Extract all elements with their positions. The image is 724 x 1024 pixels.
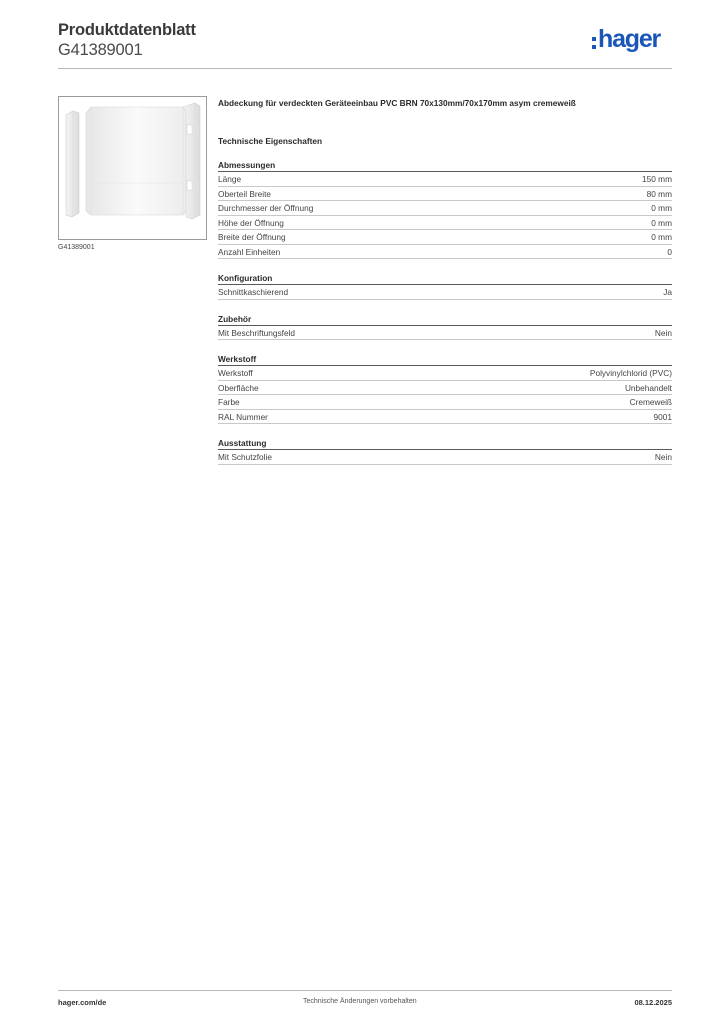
section-title: Zubehör xyxy=(218,313,672,326)
row-label: RAL Nummer xyxy=(218,411,268,422)
table-row xyxy=(218,230,672,245)
row-value: 0 xyxy=(667,246,672,257)
page-title: Produktdatenblatt xyxy=(58,21,196,39)
row-value: Cremeweiß xyxy=(629,397,672,407)
row-value: Polyvinylchlorid (PVC) xyxy=(589,368,672,378)
row-label: Farbe xyxy=(218,397,240,407)
footer-website-link[interactable]: hager.com/de xyxy=(58,998,107,1007)
table-row xyxy=(218,381,672,396)
section-title: Abmessungen xyxy=(218,159,672,172)
row-value: 150 mm xyxy=(642,174,672,184)
table-row xyxy=(218,395,672,410)
section-title: Konfiguration xyxy=(218,272,672,285)
footer-divider xyxy=(58,990,672,991)
table-row xyxy=(218,326,672,341)
product-code: G41389001 xyxy=(58,41,143,59)
section-zubehoer xyxy=(218,313,672,341)
table-row xyxy=(218,410,672,425)
row-label: Oberfläche xyxy=(218,382,259,393)
table-row xyxy=(218,366,672,381)
cover-panel-image-icon xyxy=(59,97,206,239)
row-label: Mit Schutzfolie xyxy=(218,452,272,462)
row-label: Schnittkaschierend xyxy=(218,287,289,297)
row-value: 9001 xyxy=(653,411,672,422)
product-image xyxy=(58,96,207,240)
section-abmessungen xyxy=(218,159,672,259)
image-caption: G41389001 xyxy=(58,244,95,251)
product-details xyxy=(218,96,672,465)
row-label: Werkstoff xyxy=(218,368,253,378)
row-value: Ja xyxy=(663,287,672,297)
row-value: 0 mm xyxy=(651,217,672,228)
section-werkstoff xyxy=(218,353,672,424)
row-value: Nein xyxy=(654,327,672,338)
section-konfiguration xyxy=(218,272,672,300)
table-row xyxy=(218,172,672,187)
tech-properties-heading: Technische Eigenschaften xyxy=(218,136,323,146)
header xyxy=(58,20,196,60)
row-value: 0 mm xyxy=(651,232,672,242)
table-row xyxy=(218,285,672,300)
row-label: Mit Beschriftungsfeld xyxy=(218,327,296,338)
logo-dots-icon xyxy=(592,37,597,53)
row-label: Länge xyxy=(218,174,242,184)
header-divider xyxy=(58,68,672,69)
row-label: Durchmesser der Öffnung xyxy=(218,203,314,213)
row-value: Unbehandelt xyxy=(624,382,672,393)
row-label: Anzahl Einheiten xyxy=(218,246,281,257)
section-title: Werkstoff xyxy=(218,353,672,366)
row-value: 0 mm xyxy=(651,203,672,213)
table-row xyxy=(218,450,672,465)
footer-notice: Technische Änderungen vorbehalten xyxy=(303,998,417,1005)
section-ausstattung xyxy=(218,437,672,465)
row-label: Oberteil Breite xyxy=(218,188,272,199)
table-row xyxy=(218,245,672,260)
row-value: 80 mm xyxy=(646,188,672,199)
row-value: Nein xyxy=(654,452,672,462)
row-label: Höhe der Öffnung xyxy=(218,217,284,228)
table-row xyxy=(218,201,672,216)
row-label: Breite der Öffnung xyxy=(218,232,286,242)
footer-date: 08.12.2025 xyxy=(634,998,672,1007)
product-description: Abdeckung für verdeckten Geräteeinbau PVC BRN 70x130mm/70x170mm asym cremeweiß xyxy=(218,98,576,108)
section-title: Ausstattung xyxy=(218,437,672,450)
table-row xyxy=(218,187,672,202)
table-row xyxy=(218,216,672,231)
logo-wordmark: hager xyxy=(598,25,661,53)
